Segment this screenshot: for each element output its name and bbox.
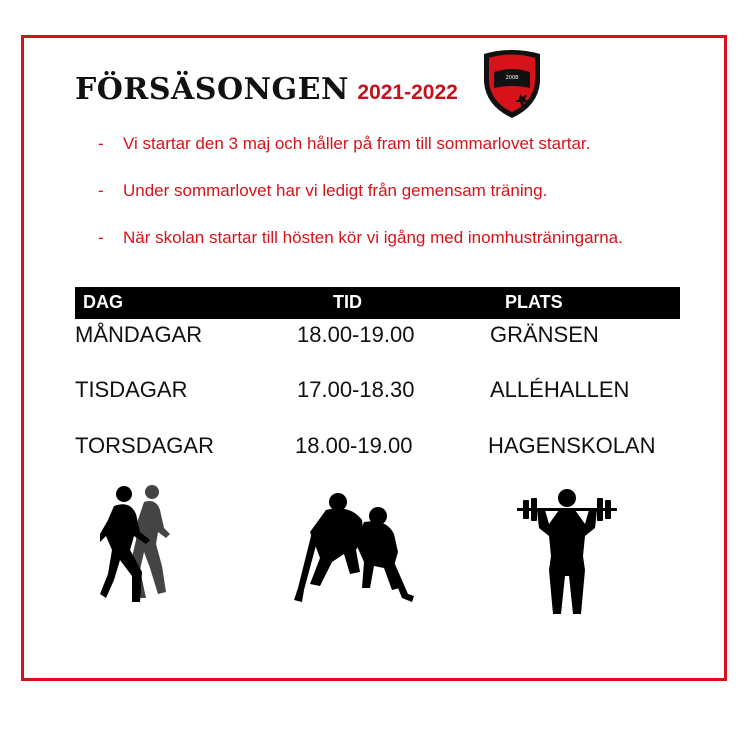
page-title: FÖRSÄSONGEN xyxy=(75,72,349,107)
place-cell: HAGENSKOLAN xyxy=(488,433,656,458)
header-tid: TID xyxy=(333,292,362,312)
header-plats: PLATS xyxy=(505,292,563,312)
floorball-players-silhouette-icon xyxy=(290,492,415,607)
place-cell: GRÄNSEN xyxy=(490,322,599,347)
table-row xyxy=(75,377,685,407)
day-cell: TISDAGAR xyxy=(75,377,188,402)
table-row xyxy=(75,433,685,463)
time-cell: 17.00-18.30 xyxy=(297,377,415,402)
schedule-header xyxy=(75,287,680,319)
runners-silhouette-icon xyxy=(100,480,178,605)
weightlifter-silhouette-icon xyxy=(515,486,619,616)
club-shield-logo-icon xyxy=(480,48,544,120)
day-cell: MÅNDAGAR xyxy=(75,322,203,347)
header-dag: DAG xyxy=(83,292,123,312)
table-row xyxy=(75,322,685,352)
season-year: 2021-2022 xyxy=(357,81,458,104)
svg-text:2008: 2008 xyxy=(505,75,519,81)
place-cell: ALLÉHALLEN xyxy=(490,377,630,402)
day-cell: TORSDAGAR xyxy=(75,433,214,458)
time-cell: 18.00-19.00 xyxy=(297,322,415,347)
time-cell: 18.00-19.00 xyxy=(295,433,413,458)
title-row xyxy=(75,72,458,107)
